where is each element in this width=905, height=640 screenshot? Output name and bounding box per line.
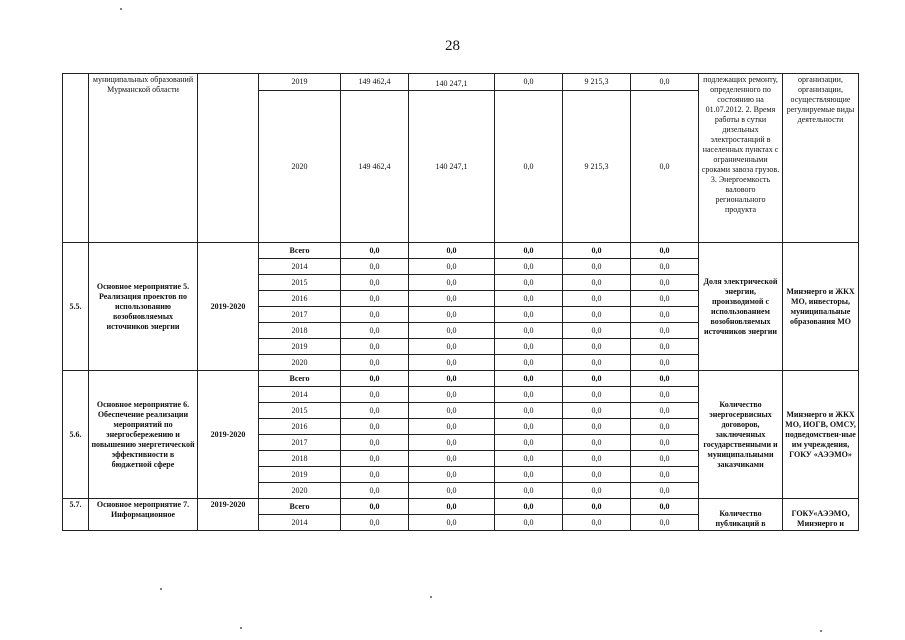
- value-cell: 0,0: [563, 307, 631, 323]
- page-number: 28: [445, 38, 460, 54]
- indicator-cell: Доля электрической энергии, производимой с использованием возобновляемых источников энергии: [699, 243, 783, 371]
- indicator-cell: Количество публикаций в: [699, 499, 783, 531]
- value-cell: 0,0: [341, 387, 409, 403]
- executor-cell: Минэнерго и ЖКХ МО, инвесторы, муниципальные образования МО: [783, 243, 859, 371]
- value-cell: 0,0: [409, 291, 495, 307]
- value-cell: 0,0: [631, 499, 699, 515]
- value-cell: 0,0: [563, 243, 631, 259]
- value-cell: 0,0: [341, 291, 409, 307]
- year-cell: Всего: [259, 499, 341, 515]
- year-cell: 2016: [259, 291, 341, 307]
- value-cell: 0,0: [631, 74, 699, 91]
- period-cell: 2019-2020: [198, 499, 259, 531]
- value-cell: 0,0: [563, 355, 631, 371]
- value-cell: 0,0: [563, 483, 631, 499]
- value-cell: 0,0: [631, 371, 699, 387]
- value-cell: 0,0: [631, 403, 699, 419]
- value-cell: 0,0: [631, 243, 699, 259]
- value-cell: 0,0: [631, 323, 699, 339]
- value-cell: 9 215,3: [563, 91, 631, 243]
- scan-speck: [240, 627, 242, 629]
- year-cell: 2017: [259, 307, 341, 323]
- value-cell: 0,0: [409, 371, 495, 387]
- value-cell: 0,0: [495, 499, 563, 515]
- scan-speck: [820, 630, 822, 632]
- value-cell: 0,0: [409, 515, 495, 531]
- value-cell: 0,0: [409, 307, 495, 323]
- scan-speck: [430, 596, 432, 598]
- scan-speck: [120, 8, 122, 10]
- indicator-cell: Количество энергосервисных договоров, заключенных государственными и муниципальными заказчиками: [699, 371, 783, 499]
- value-cell: 0,0: [631, 435, 699, 451]
- value-cell: 0,0: [409, 339, 495, 355]
- value-cell: 0,0: [409, 275, 495, 291]
- value-cell: 0,0: [563, 323, 631, 339]
- value-cell: 0,0: [341, 355, 409, 371]
- scan-speck: [160, 588, 162, 590]
- value-cell: 0,0: [631, 291, 699, 307]
- value-cell: 0,0: [495, 291, 563, 307]
- row-number: 5.5.: [63, 243, 89, 371]
- value-cell: 0,0: [631, 91, 699, 243]
- table-row: [63, 371, 859, 387]
- value-cell: 0,0: [341, 435, 409, 451]
- value-cell: 0,0: [341, 483, 409, 499]
- value-cell: 0,0: [563, 259, 631, 275]
- value-cell: 0,0: [631, 419, 699, 435]
- year-cell: 2019: [259, 467, 341, 483]
- value-cell: 0,0: [495, 323, 563, 339]
- value-cell: 0,0: [495, 435, 563, 451]
- value-cell: 0,0: [409, 259, 495, 275]
- table-row: [63, 499, 859, 515]
- value-cell: 0,0: [495, 91, 563, 243]
- year-cell: 2019: [259, 74, 341, 91]
- value-cell: 140 247,1: [409, 91, 495, 243]
- value-cell: 0,0: [409, 483, 495, 499]
- value-cell: 0,0: [563, 467, 631, 483]
- value-cell: 0,0: [495, 403, 563, 419]
- period-cell: [198, 74, 259, 243]
- value-cell: 0,0: [341, 403, 409, 419]
- value-cell: 0,0: [409, 355, 495, 371]
- program-table: [62, 73, 859, 531]
- year-cell: 2020: [259, 91, 341, 243]
- table-row: [63, 74, 859, 91]
- measure-name: муниципальных образований Мурманской области: [89, 74, 198, 243]
- value-cell: 0,0: [341, 499, 409, 515]
- value-cell: 0,0: [631, 355, 699, 371]
- value-cell: 0,0: [563, 451, 631, 467]
- value-cell: 0,0: [341, 307, 409, 323]
- value-cell: 0,0: [495, 483, 563, 499]
- value-cell: 0,0: [631, 387, 699, 403]
- value-cell: 0,0: [409, 387, 495, 403]
- table-row: [63, 243, 859, 259]
- row-number: 5.7.: [63, 499, 89, 531]
- value-cell: 0,0: [341, 275, 409, 291]
- value-cell: 0,0: [495, 259, 563, 275]
- value-cell: 0,0: [631, 339, 699, 355]
- value-cell: 0,0: [341, 419, 409, 435]
- value-cell: 0,0: [495, 371, 563, 387]
- value-cell: 0,0: [341, 243, 409, 259]
- value-cell: 0,0: [341, 339, 409, 355]
- year-cell: 2014: [259, 387, 341, 403]
- value-cell: 0,0: [495, 515, 563, 531]
- value-cell: 0,0: [341, 259, 409, 275]
- value-cell: 0,0: [563, 339, 631, 355]
- year-cell: 2015: [259, 275, 341, 291]
- value-cell: 0,0: [409, 323, 495, 339]
- year-cell: 2017: [259, 435, 341, 451]
- year-cell: 2014: [259, 259, 341, 275]
- value-cell: 140 247,1: [409, 74, 495, 91]
- value-cell: 0,0: [495, 243, 563, 259]
- year-cell: 2018: [259, 323, 341, 339]
- year-cell: 2014: [259, 515, 341, 531]
- value-cell: 0,0: [495, 387, 563, 403]
- year-cell: 2016: [259, 419, 341, 435]
- value-cell: 0,0: [341, 371, 409, 387]
- value-cell: 0,0: [631, 483, 699, 499]
- value-cell: 0,0: [409, 243, 495, 259]
- value-cell: 0,0: [495, 419, 563, 435]
- value-cell: 0,0: [495, 355, 563, 371]
- value-cell: 0,0: [409, 435, 495, 451]
- value-cell: 149 462,4: [341, 74, 409, 91]
- executor-cell: ГОКУ«АЭЭМО, Минэнерго и: [783, 499, 859, 531]
- value-cell: 0,0: [563, 275, 631, 291]
- value-cell: 0,0: [409, 403, 495, 419]
- value-cell: 0,0: [563, 435, 631, 451]
- value-cell: 0,0: [563, 387, 631, 403]
- row-number: [63, 74, 89, 243]
- year-cell: 2020: [259, 355, 341, 371]
- year-cell: 2015: [259, 403, 341, 419]
- value-cell: 0,0: [495, 307, 563, 323]
- value-cell: 0,0: [563, 291, 631, 307]
- value-cell: 0,0: [631, 451, 699, 467]
- value-cell: 0,0: [409, 451, 495, 467]
- row-number: 5.6.: [63, 371, 89, 499]
- period-cell: 2019-2020: [198, 371, 259, 499]
- value-cell: 0,0: [495, 74, 563, 91]
- year-cell: Всего: [259, 371, 341, 387]
- value-cell: 0,0: [341, 467, 409, 483]
- value-cell: 0,0: [409, 419, 495, 435]
- value-cell: 0,0: [563, 515, 631, 531]
- value-cell: 0,0: [563, 419, 631, 435]
- executor-cell: Минэнерго и ЖКХ МО, ИОГВ, ОМСУ, подведомствен-ные им учреждения, ГОКУ «АЭЭМО»: [783, 371, 859, 499]
- value-cell: 0,0: [631, 515, 699, 531]
- value-cell: 0,0: [495, 451, 563, 467]
- value-cell: 0,0: [631, 467, 699, 483]
- value-cell: 0,0: [631, 259, 699, 275]
- value-cell: 0,0: [341, 451, 409, 467]
- value-cell: 0,0: [409, 467, 495, 483]
- value-cell: 149 462,4: [341, 91, 409, 243]
- value-cell: 0,0: [563, 499, 631, 515]
- year-cell: 2019: [259, 339, 341, 355]
- value-cell: 0,0: [409, 499, 495, 515]
- value-cell: 0,0: [495, 275, 563, 291]
- value-cell: 0,0: [495, 339, 563, 355]
- measure-name: Основное мероприятие 6. Обеспечение реализации мероприятий по энергосбережению и повышению энергетической эффективности в бюджетной сфере: [89, 371, 198, 499]
- indicator-cell: подлежащих ремонту, определенного по состоянию на 01.07.2012. 2. Время работы в сутки дизельных электростанций в населенных пунктах с ограниченными сроками завоза грузов. 3. Энергоемкость валового регионального продукта: [699, 74, 783, 243]
- value-cell: 0,0: [631, 275, 699, 291]
- year-cell: Всего: [259, 243, 341, 259]
- value-cell: 0,0: [631, 307, 699, 323]
- year-cell: 2018: [259, 451, 341, 467]
- measure-name: Основное мероприятие 7. Информационное: [89, 499, 198, 531]
- value-cell: 0,0: [495, 467, 563, 483]
- value-cell: 0,0: [341, 323, 409, 339]
- year-cell: 2020: [259, 483, 341, 499]
- value-cell: 0,0: [341, 515, 409, 531]
- period-cell: 2019-2020: [198, 243, 259, 371]
- value-cell: 9 215,3: [563, 74, 631, 91]
- value-cell: 0,0: [563, 403, 631, 419]
- measure-name: Основное мероприятие 5. Реализация проектов по использованию возобновляемых источников энергии: [89, 243, 198, 371]
- value-cell: 0,0: [563, 371, 631, 387]
- executor-cell: организации, организации, осуществляющие регулируемые виды деятельности: [783, 74, 859, 243]
